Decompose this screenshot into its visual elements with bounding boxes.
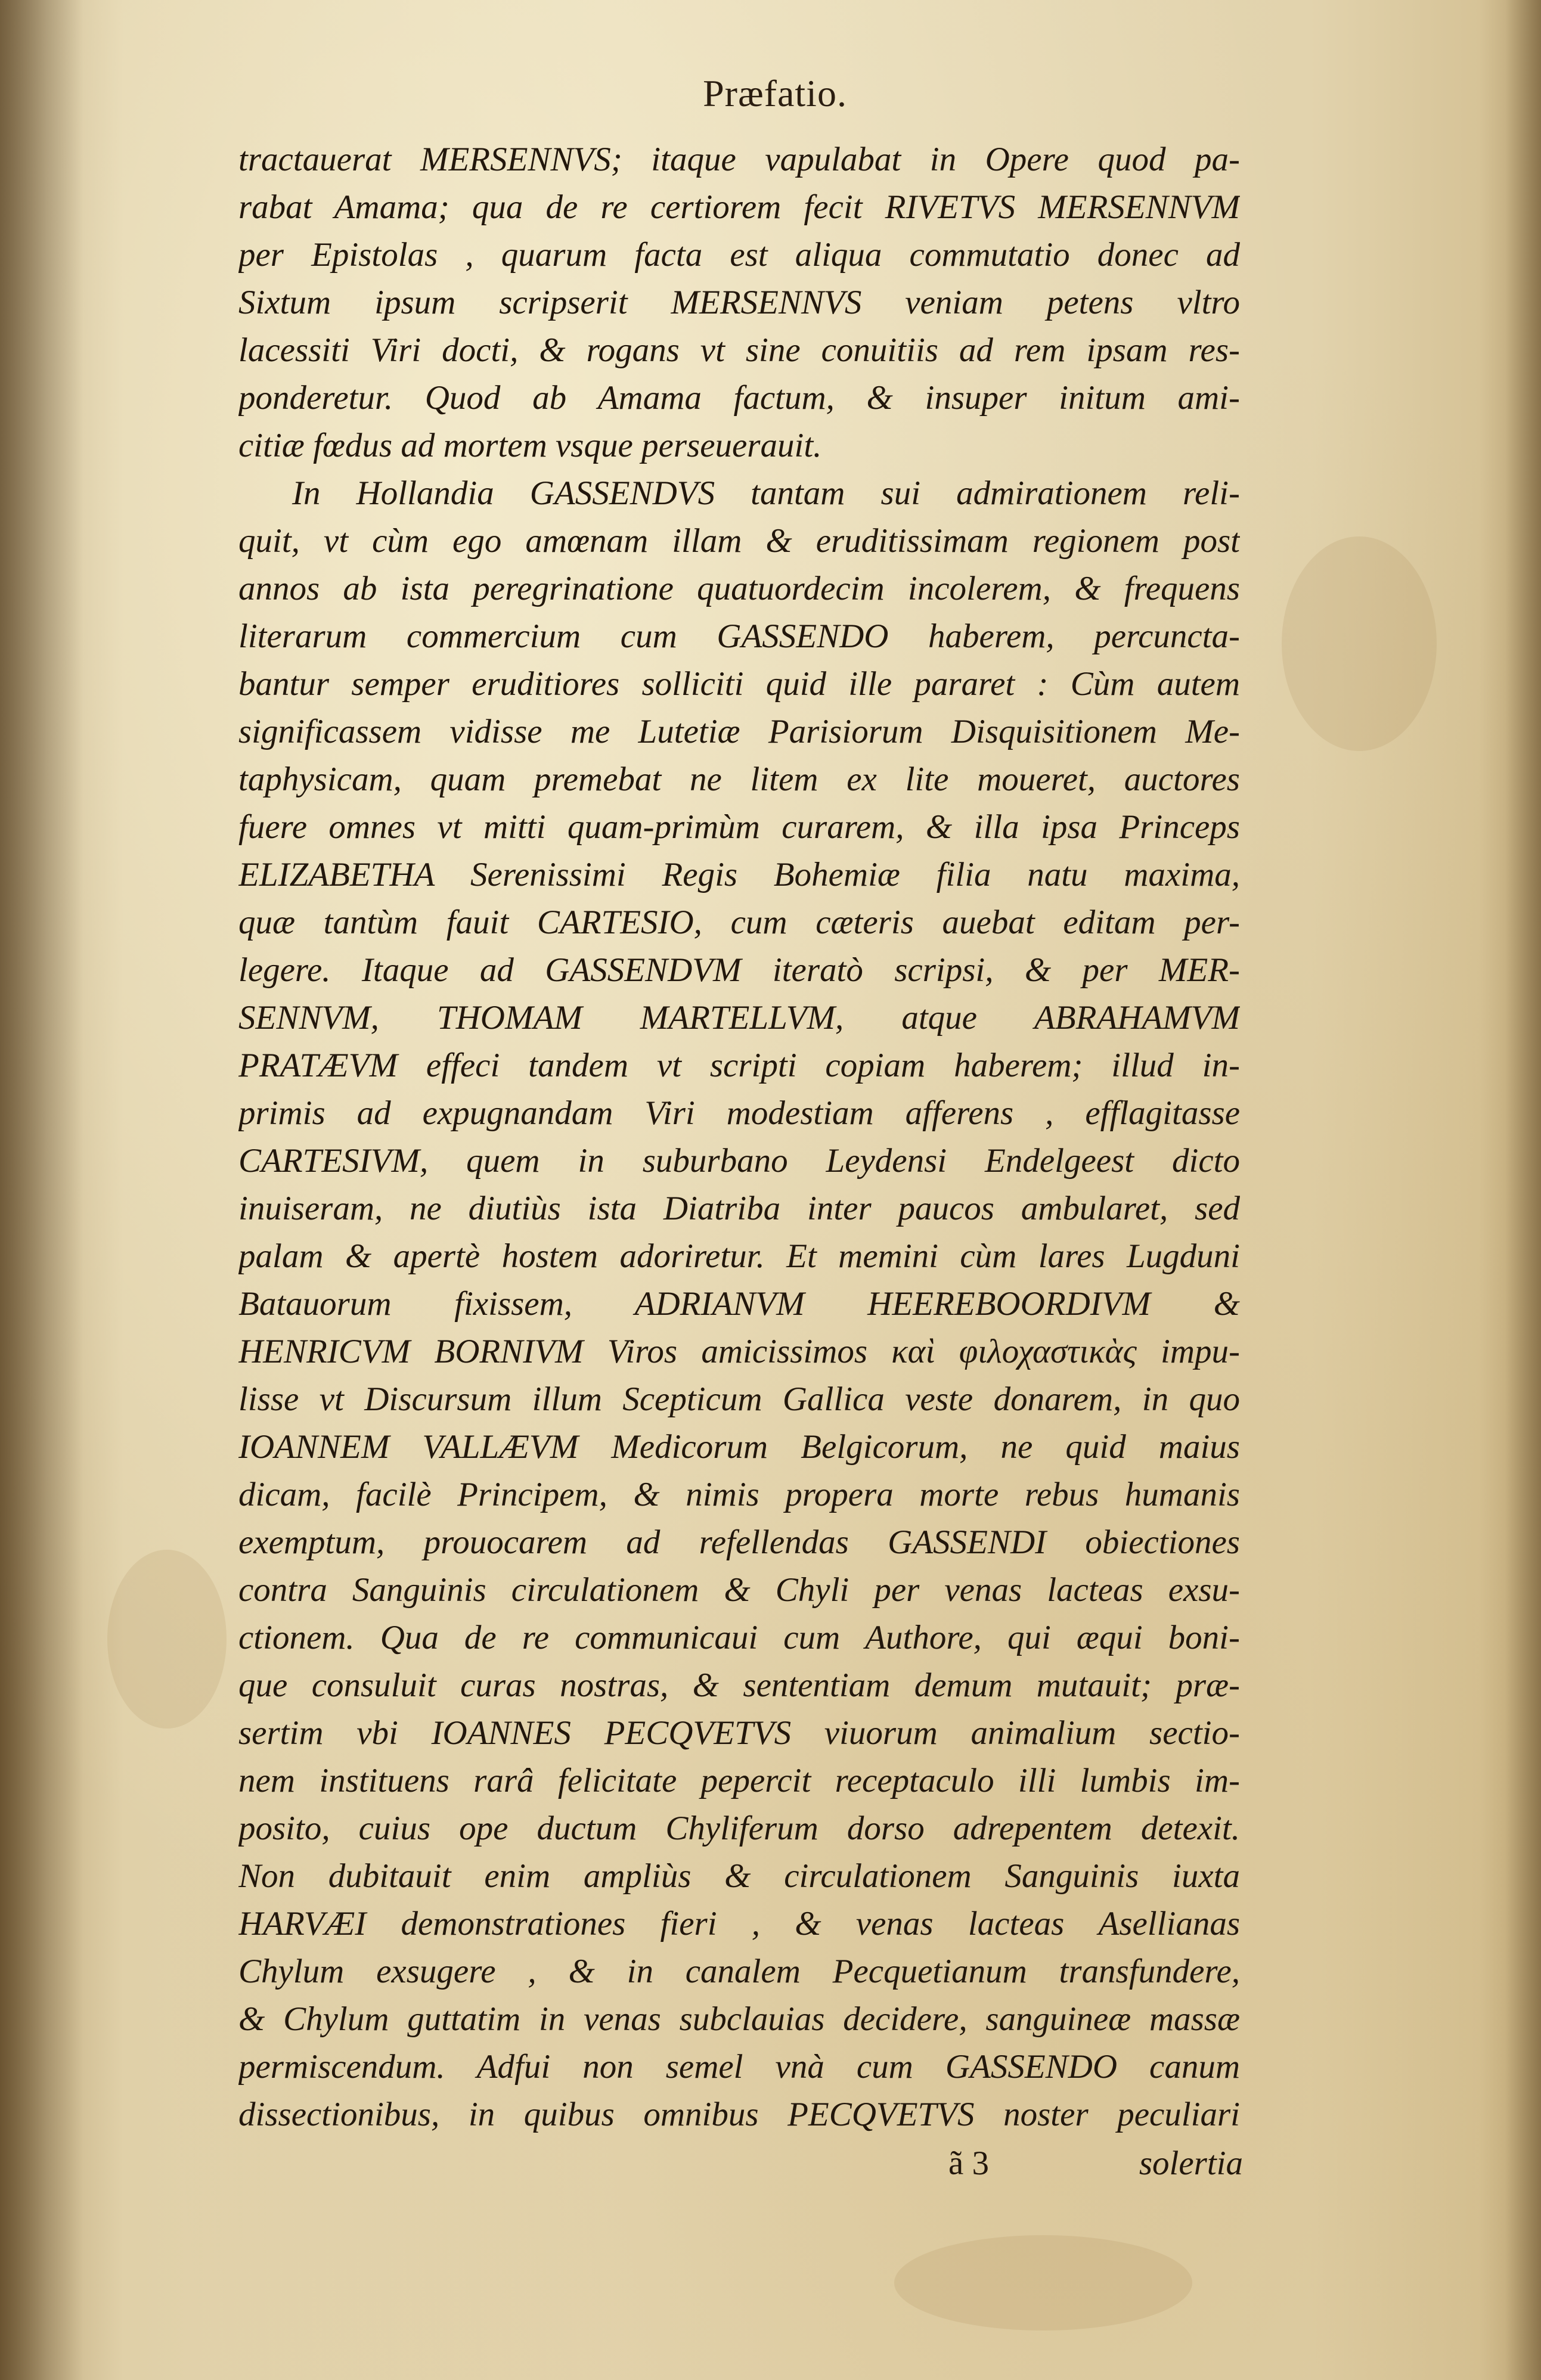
text-line: PRATÆVM effeci tandem vt scripti copiam haberem; illud in- bbox=[238, 1047, 1240, 1084]
text-line: dissectionibus, in quibus omnibus PECQVETVS noster peculiari bbox=[238, 2096, 1240, 2133]
text-line: literarum commercium cum GASSENDO haberem, percuncta- bbox=[238, 618, 1240, 655]
text-line: IOANNEM VALLÆVM Medicorum Belgicorum, ne quid maius bbox=[238, 1428, 1240, 1466]
text-line: rabat Amama; qua de re certiorem fecit RIVETVS MERSENNVM bbox=[238, 188, 1240, 226]
text-line: que consuluit curas nostras, & sententiam demum mutauit; præ- bbox=[238, 1667, 1240, 1704]
text-line: Non dubitauit enim ampliùs & circulationem Sanguinis iuxta bbox=[238, 1857, 1240, 1895]
text-line: dicam, facilè Principem, & nimis propera morte rebus humanis bbox=[238, 1476, 1240, 1513]
text-line: SENNVM, THOMAM MARTELLVM, atque ABRAHAMVM bbox=[238, 999, 1240, 1037]
page-edge-shadow bbox=[1505, 0, 1541, 2380]
text-line: exemptum, prouocarem ad refellendas GASSENDI obiectiones bbox=[238, 1523, 1240, 1561]
running-head: Præfatio. bbox=[703, 72, 847, 114]
text-line: citiæ fœdus ad mortem vsque perseuerauit. bbox=[238, 427, 822, 464]
text-line: lisse vt Discursum illum Scepticum Gallica veste donarem, in quo bbox=[238, 1380, 1240, 1418]
text-line: Sixtum ipsum scripserit MERSENNVS veniam petens vltro bbox=[238, 284, 1240, 321]
text-line: fuere omnes vt mitti quam-primùm curarem, & illa ipsa Princeps bbox=[238, 808, 1240, 846]
gutter-shadow bbox=[0, 0, 83, 2380]
body-text bbox=[238, 136, 1240, 2139]
text-line: nem instituens rarâ felicitate pepercit receptaculo illi lumbis im- bbox=[238, 1762, 1240, 1799]
text-line: HARVÆI demonstrationes fieri , & venas lacteas Asellianas bbox=[238, 1905, 1240, 1943]
text-line: HENRICVM BORNIVM Viros amicissimos καὶ φιλοχαστικὰς impu- bbox=[238, 1333, 1240, 1370]
paper-stain bbox=[894, 2235, 1192, 2331]
text-line: significassem vidisse me Lutetiæ Parisiorum Disquisitionem Me- bbox=[238, 713, 1240, 750]
text-line: & Chylum guttatim in venas subclauias decidere, sanguineæ massæ bbox=[238, 2000, 1240, 2038]
text-line: primis ad expugnandam Viri modestiam afferens , efflagitasse bbox=[238, 1094, 1240, 1132]
text-line: posito, cuius ope ductum Chyliferum dorso adrepentem detexit. bbox=[238, 1810, 1240, 1847]
text-line: CARTESIVM, quem in suburbano Leydensi Endelgeest dicto bbox=[238, 1142, 1240, 1180]
text-line: ctionem. Qua de re communicaui cum Authore, qui æqui boni- bbox=[238, 1619, 1240, 1656]
text-line: legere. Itaque ad GASSENDVM iteratò scripsi, & per MER- bbox=[238, 951, 1240, 989]
text-line: ELIZABETHA Serenissimi Regis Bohemiæ filia natu maxima, bbox=[238, 856, 1240, 893]
text-line: lacessiti Viri docti, & rogans vt sine conuitiis ad rem ipsam res- bbox=[238, 331, 1240, 369]
text-line: contra Sanguinis circulationem & Chyli per venas lacteas exsu- bbox=[238, 1571, 1240, 1609]
catchword: solertia bbox=[1139, 2145, 1243, 2182]
signature-mark: ã 3 bbox=[948, 2145, 990, 2182]
text-line: sertim vbi IOANNES PECQVETVS viuorum animalium sectio- bbox=[238, 1714, 1240, 1752]
text-line: ponderetur. Quod ab Amama factum, & insuper initum ami- bbox=[238, 379, 1240, 417]
text-line: quit, vt cùm ego amœnam illam & eruditissimam regionem post bbox=[238, 522, 1240, 560]
text-line: Batauorum fixissem, ADRIANVM HEEREBOORDIVM & bbox=[238, 1285, 1240, 1323]
text-line: tractauerat MERSENNVS; itaque vapulabat in Opere quod pa- bbox=[238, 141, 1240, 178]
text-line: bantur semper eruditiores solliciti quid ille pararet : Cùm autem bbox=[238, 665, 1240, 703]
text-line: permiscendum. Adfui non semel vnà cum GASSENDO canum bbox=[238, 2048, 1240, 2086]
text-line: quæ tantùm fauit CARTESIO, cum cæteris auebat editam per- bbox=[238, 904, 1240, 941]
text-line: taphysicam, quam premebat ne litem ex lite moueret, auctores bbox=[238, 761, 1240, 798]
text-line: annos ab ista peregrinatione quatuordecim incolerem, & frequens bbox=[238, 570, 1240, 607]
paper-stain bbox=[1282, 536, 1437, 751]
text-line: In Hollandia GASSENDVS tantam sui admirationem reli- bbox=[292, 474, 1240, 512]
text-line: Chylum exsugere , & in canalem Pecquetianum transfundere, bbox=[238, 1953, 1240, 1990]
text-line: palam & apertè hostem adoriretur. Et memini cùm lares Lugduni bbox=[238, 1237, 1240, 1275]
text-line: inuiseram, ne diutiùs ista Diatriba inter paucos ambularet, sed bbox=[238, 1190, 1240, 1227]
text-line: per Epistolas , quarum facta est aliqua commutatio donec ad bbox=[238, 236, 1240, 274]
paper-stain bbox=[107, 1550, 227, 1729]
